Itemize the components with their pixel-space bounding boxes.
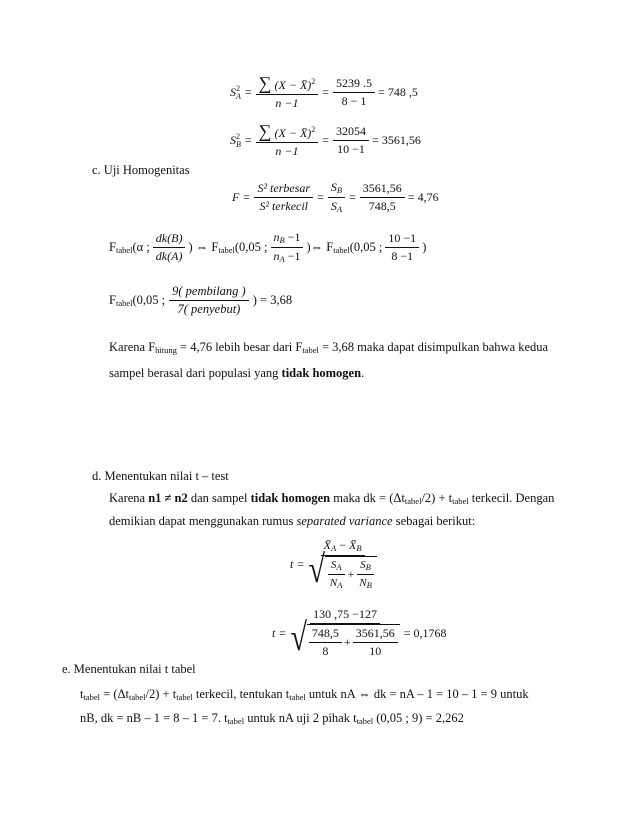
sa-sub: A <box>236 91 241 101</box>
sa-symbol: S <box>230 85 236 99</box>
xb: X̄ <box>349 538 357 552</box>
e-l2-b: untuk nA uji 2 pihak t <box>244 711 357 725</box>
f-value-fraction <box>360 181 405 214</box>
tv-num: 130 ,75 −127 <box>310 607 380 624</box>
last-open: (0,05 ; <box>349 240 383 254</box>
t-sa: S <box>330 559 337 571</box>
d-p1-a: Karena <box>109 491 149 505</box>
para1-sub2: tabel <box>302 345 319 355</box>
t-value-fraction <box>290 607 399 659</box>
n-fraction <box>271 230 304 265</box>
t-sa-sub: A <box>336 562 342 572</box>
sa-val-num: 5239 .5 <box>333 76 375 93</box>
para1-sub1: hitung <box>155 345 177 355</box>
d-p1-d: /2) + t <box>421 491 453 505</box>
penyebut: 7( penyebut) <box>177 302 241 316</box>
section-e-heading: e. Menentukan nilai t tabel <box>62 662 196 676</box>
e-l2-sub1: tabel <box>227 716 245 726</box>
e-l1-sub4: tabel <box>289 692 306 702</box>
sb-nb-fraction <box>356 558 375 591</box>
section-e-line-2 <box>80 711 464 726</box>
f-ratio-equation: F = $\frac{\text{S² terbesar}}{\text{S² terkecil}}$ = $\frac{SB}{SA}$ = $\frac{3561,56}{748,5}$ = 4,76 <box>232 180 439 214</box>
f-sa-sub: A <box>336 204 343 214</box>
section-d-line-1 <box>109 491 554 506</box>
sa-result: = 748 ,5 <box>378 85 418 99</box>
f-sb-sub: B <box>336 185 343 195</box>
tv-a-den: 8 <box>322 644 329 658</box>
f-num: S² terbesar <box>254 181 313 198</box>
na1-tail: −1 <box>284 249 301 263</box>
f-lhs: F = <box>232 190 251 204</box>
dka: dk(A) <box>155 249 183 263</box>
d-p1-sub1: tabel <box>404 496 422 506</box>
f-symbol-fraction <box>328 180 345 215</box>
e-l1-b: = (Δt <box>100 687 129 701</box>
sb-symbol: S <box>230 133 236 147</box>
ftabel-sub: tabel <box>115 244 133 255</box>
df-fraction <box>385 231 419 264</box>
sa-sup: 2 <box>236 83 240 93</box>
t-sqrt: √ $\frac{SA}{NA}$ + $\frac{SB}{NB}$ <box>308 556 376 591</box>
t-sb: S <box>360 559 366 571</box>
conclusion-line-1 <box>109 340 548 355</box>
close-2: )⇔ F <box>306 240 334 254</box>
d-p1-bold2: tidak homogen <box>250 491 331 505</box>
pembilang-fraction <box>169 284 249 317</box>
t-formula <box>290 538 377 591</box>
ftabel-prefix: F <box>109 240 116 254</box>
sb-val-den: 10 −1 <box>337 142 365 156</box>
sb-val-num: 32054 <box>333 124 369 141</box>
dkb: dk(B) <box>153 231 186 248</box>
t-nb-sub: B <box>366 580 372 590</box>
ftabel-prefix-l2: F <box>109 293 116 307</box>
xa: X̄ <box>323 538 332 552</box>
f-tabel-line-2 <box>109 284 292 317</box>
d-p1-e: terkecil. Dengan <box>468 491 555 505</box>
na1-sub: A <box>279 254 285 264</box>
close-1: ) ⇔ F <box>188 240 219 254</box>
conclusion-line-2 <box>109 366 364 381</box>
pembilang: 9( pembilang ) <box>169 284 249 301</box>
sb-value-fraction <box>333 124 369 157</box>
section-d-line-2 <box>109 514 475 529</box>
ftabel-sub-l2: tabel <box>115 297 133 308</box>
e-l1-sub1: tabel <box>83 692 101 702</box>
f-den: S² terkecil <box>259 199 309 213</box>
section-e-line-1 <box>80 687 529 702</box>
tv-b-den: 10 <box>369 644 382 658</box>
sa-formula-fraction: $\frac{\sum (X - X̄)^2}{n -1}$ <box>256 74 319 111</box>
e-l1-a: t <box>80 687 84 701</box>
tv-result: = 0,1768 <box>403 625 447 640</box>
d-p2-italic: separated variance <box>296 514 393 528</box>
variance-b-equation: S 2 B = $\frac{\sum (X - X̄)^2}{n -1}$ = $\frac{32054}{10 -1}$ = 3561,56 <box>230 121 421 158</box>
na1: n <box>273 249 280 263</box>
sb-sup: 2 <box>236 131 240 141</box>
mid-open: (0,05 ; <box>234 240 268 254</box>
t-na-sub: A <box>337 580 343 590</box>
d-p2-a: demikian dapat menggunakan rumus <box>109 514 297 528</box>
sa-denom: n −1 <box>275 96 299 110</box>
e-l1-sub3: tabel <box>176 692 193 702</box>
nb1-tail: −1 <box>284 230 301 244</box>
d-p2-b: sebagai berikut: <box>392 514 476 528</box>
tv-b-num: 3561,56 <box>353 626 398 643</box>
e-l2-sub2: tabel <box>356 716 374 726</box>
d-p1-sub2: tabel <box>452 496 469 506</box>
sb-denom: n −1 <box>275 144 299 158</box>
f-sa: S <box>330 199 337 213</box>
dk-fraction <box>153 231 186 264</box>
t-value-equation <box>272 607 446 659</box>
f-sb: S <box>330 180 337 194</box>
section-d-heading: d. Menentukan nilai t – test <box>92 469 229 483</box>
tv-a-fraction <box>309 626 342 659</box>
ftabel-sub-2: tabel <box>218 244 235 255</box>
sb-numer-sup: 2 <box>311 125 316 134</box>
f-val-den: 748,5 <box>368 199 396 213</box>
e-l1-d: terkecil, tentukan t <box>192 687 290 701</box>
para2-a: sampel berasal dari populasi yang <box>109 366 282 380</box>
para1-a: Karena F <box>109 340 156 354</box>
tv-sqrt: √ $\frac{748,5}{8}$ + $\frac{3561,56}{10}$ <box>290 624 399 659</box>
sa-value-fraction <box>333 76 375 109</box>
xb-sub: B <box>356 543 362 553</box>
para2-b: . <box>361 366 365 380</box>
d-p1-b: dan sampel <box>187 491 251 505</box>
t-plus: + <box>347 567 355 581</box>
variance-a-equation: S 2 A = $\frac{\sum (X - X̄)^2}{n -1}$ = $\frac{5239 .5}{8 - 1}$ = 748 ,5 <box>230 73 418 110</box>
sb-result: = 3561,56 <box>372 133 421 147</box>
last-num: 10 −1 <box>385 231 419 248</box>
e-l1-sub2: tabel <box>129 692 146 702</box>
f-tabel-line-1 <box>109 230 426 265</box>
alpha-open: (α ; <box>132 240 150 254</box>
t-value-lhs: t = <box>272 625 287 640</box>
tv-plus: + <box>343 635 351 649</box>
last-close: ) <box>422 240 427 254</box>
sa-numer: (X − X̄) <box>274 78 312 92</box>
e-l2-a: nB, dk = nB – 1 = 8 – 1 = 7. t <box>80 711 228 725</box>
e-l1-e: untuk nA ⇔ dk = nA – 1 = 10 – 1 = 9 untuk <box>305 687 529 701</box>
sa-numer-sup: 2 <box>311 77 316 86</box>
t-nb: N <box>359 577 367 589</box>
para1-b: = 4,76 lebih besar dari F <box>176 340 303 354</box>
sb-formula-fraction: $\frac{\sum (X - X̄)^2}{n -1}$ <box>256 122 319 159</box>
sa-val-den: 8 − 1 <box>341 94 367 108</box>
sa-na-fraction <box>327 558 346 591</box>
para1-c: = 3,68 maka dapat disimpulkan bahwa kedua <box>318 340 549 354</box>
d-p1-c: maka dk = (Δt <box>330 491 405 505</box>
t-minus: − <box>336 538 349 552</box>
tv-a-num: 748,5 <box>309 626 342 643</box>
section-c-heading: c. Uji Homogenitas <box>92 163 190 177</box>
t-formula-fraction <box>308 538 376 591</box>
e-l2-c: (0,05 ; 9) = 2,262 <box>373 711 464 725</box>
para2-bold: tidak homogen <box>281 366 362 380</box>
t-lhs: t = <box>290 557 305 571</box>
sb-sub: B <box>236 139 241 149</box>
d-p1-bold1: n1 ≠ n2 <box>148 491 188 505</box>
line2-open: (0,05 ; <box>132 293 166 307</box>
t-sb-sub: B <box>365 562 371 572</box>
t-na: N <box>329 577 338 589</box>
sb-numer: (X − X̄) <box>274 126 312 140</box>
f-val-num: 3561,56 <box>360 181 405 198</box>
tv-b-fraction <box>353 626 398 659</box>
nb1-sub: B <box>279 235 285 245</box>
f-result: = 4,76 <box>407 190 439 204</box>
xa-sub: A <box>331 543 337 553</box>
nb1: n <box>273 230 280 244</box>
line2-result: ) = 3,68 <box>252 293 293 307</box>
ftabel-sub-3: tabel <box>333 244 350 255</box>
f-terbesar-fraction <box>254 181 313 214</box>
last-den: 8 −1 <box>391 249 414 263</box>
e-l1-c: /2) + t <box>145 687 177 701</box>
